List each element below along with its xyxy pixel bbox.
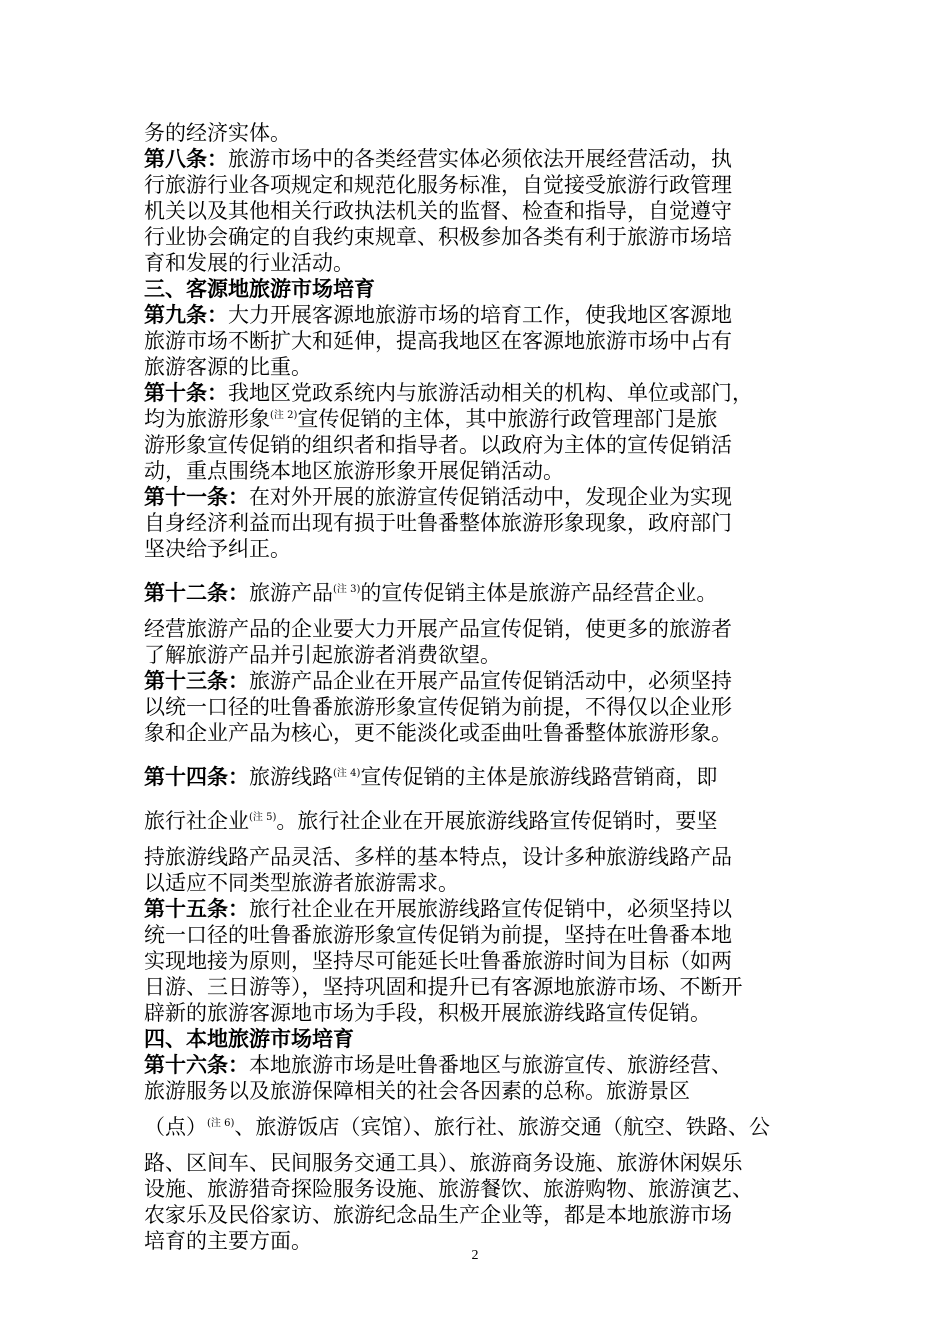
line-text: 行旅游行业各项规定和规范化服务标准，自觉接受旅游行政管理 — [144, 173, 732, 197]
article-label: 第十三条： — [144, 668, 249, 693]
footnote-marker: (注 3) — [333, 584, 361, 595]
line-text: （点） — [144, 1115, 207, 1139]
article-label: 第十五条： — [144, 896, 249, 921]
line-text: 育和发展的行业活动。 — [144, 251, 354, 275]
document-body — [144, 120, 812, 1254]
line-text: 旅游市场中的各类经营实体必须依法开展经营活动，执 — [228, 147, 732, 171]
text-line — [144, 432, 812, 458]
article-label: 第八条： — [144, 146, 228, 171]
line-text: 旅游线路 — [249, 765, 333, 789]
line-text: 旅游产品企业在开展产品宣传促销活动中，必须坚持 — [249, 669, 732, 693]
text-line — [144, 896, 812, 922]
line-text: 统一口径的吐鲁番旅游形象宣传促销为前提，坚持在吐鲁番本地 — [144, 923, 732, 947]
text-line — [144, 764, 812, 790]
text-line — [144, 328, 812, 354]
line-text: 自身经济利益而出现有损于吐鲁番整体旅游形象现象，政府部门 — [144, 511, 732, 535]
text-line — [144, 1078, 812, 1104]
text-line — [144, 250, 812, 276]
text-line — [144, 458, 812, 484]
line-text: 坚决给予纠正。 — [144, 537, 291, 561]
line-text: 旅游产品 — [249, 581, 333, 605]
line-text: 经营旅游产品的企业要大力开展产品宣传促销，使更多的旅游者 — [144, 617, 732, 641]
line-text: 培育的主要方面。 — [144, 1229, 312, 1253]
text-line — [144, 870, 812, 896]
line-text: 旅游客源的比重。 — [144, 355, 312, 379]
line-text: 路、区间车、民间服务交通工具）、旅游商务设施、旅游休闲娱乐 — [144, 1151, 743, 1175]
footnote-marker: (注 4) — [333, 768, 361, 779]
text-line — [144, 172, 812, 198]
text-line — [144, 642, 812, 668]
text-line — [144, 974, 812, 1000]
line-text: 实现地接为原则，坚持尽可能延长吐鲁番旅游时间为目标（如两 — [144, 949, 732, 973]
line-text-continued: 的宣传促销主体是旅游产品经营企业。 — [360, 581, 718, 605]
line-text: 设施、旅游猎奇探险服务设施、旅游餐饮、旅游购物、旅游演艺、 — [144, 1177, 753, 1201]
text-line — [144, 120, 812, 146]
line-text: 旅行社企业在开展旅游线路宣传促销中，必须坚持以 — [249, 897, 732, 921]
line-text: 务的经济实体。 — [144, 121, 291, 145]
line-text: 我地区党政系统内与旅游活动相关的机构、单位或部门， — [228, 381, 753, 405]
text-line — [144, 1176, 812, 1202]
line-text: 游形象宣传促销的组织者和指导者。以政府为主体的宣传促销活 — [144, 433, 732, 457]
line-text: 日游、三日游等），坚持巩固和提升已有客源地旅游市场、不断开 — [144, 975, 743, 999]
line-text: 在对外开展的旅游宣传促销活动中，发现企业为实现 — [249, 485, 732, 509]
text-line — [144, 536, 812, 562]
text-line — [144, 922, 812, 948]
line-text: 象和企业产品为核心，更不能淡化或歪曲吐鲁番整体旅游形象。 — [144, 721, 732, 745]
footnote-marker: (注 2) — [270, 410, 298, 421]
text-line — [144, 844, 812, 870]
text-line — [144, 1202, 812, 1228]
heading-text: 三、客源地旅游市场培育 — [144, 276, 375, 301]
text-line — [144, 380, 812, 406]
text-line — [144, 510, 812, 536]
line-text-continued: 、旅游饭店（宾馆）、旅行社、旅游交通（航空、铁路、公 — [234, 1115, 770, 1139]
article-label: 第十条： — [144, 380, 228, 405]
text-line — [144, 1000, 812, 1026]
text-line — [144, 720, 812, 746]
page-number: 2 — [471, 1248, 479, 1263]
text-line — [144, 580, 812, 606]
line-text: 大力开展客源地旅游市场的培育工作，使我地区客源地 — [228, 303, 732, 327]
line-text-continued: 。旅行社企业在开展旅游线路宣传促销时，要坚 — [276, 809, 718, 833]
line-text: 了解旅游产品并引起旅游者消费欲望。 — [144, 643, 501, 667]
heading-text: 四、本地旅游市场培育 — [144, 1026, 354, 1051]
text-line — [144, 948, 812, 974]
line-text: 农家乐及民俗家访、旅游纪念品生产企业等，都是本地旅游市场 — [144, 1203, 732, 1227]
text-line — [144, 354, 812, 380]
text-line — [144, 146, 812, 172]
text-line — [144, 224, 812, 250]
line-text: 持旅游线路产品灵活、多样的基本特点，设计多种旅游线路产品 — [144, 845, 732, 869]
line-text: 行业协会确定的自我约束规章、积极参加各类有利于旅游市场培 — [144, 225, 732, 249]
article-label: 第十一条： — [144, 484, 249, 509]
footnote-marker: (注 6) — [207, 1118, 235, 1129]
section-heading — [144, 276, 812, 302]
text-line — [144, 302, 812, 328]
line-text: 辟新的旅游客源地市场为手段，积极开展旅游线路宣传促销。 — [144, 1001, 711, 1025]
text-line — [144, 694, 812, 720]
line-text: 以统一口径的吐鲁番旅游形象宣传促销为前提，不得仅以企业形 — [144, 695, 732, 719]
text-line — [144, 198, 812, 224]
text-line — [144, 616, 812, 642]
text-line — [144, 1052, 812, 1078]
line-text: 本地旅游市场是吐鲁番地区与旅游宣传、旅游经营、 — [249, 1053, 732, 1077]
article-label: 第十二条： — [144, 580, 249, 605]
line-text: 旅游服务以及旅游保障相关的社会各因素的总称。旅游景区 — [144, 1079, 690, 1103]
line-text: 动，重点围绕本地区旅游形象开展促销活动。 — [144, 459, 564, 483]
footnote-marker: (注 5) — [249, 812, 277, 823]
line-text-continued: 宣传促销的主体，其中旅游行政管理部门是旅 — [297, 407, 718, 431]
section-heading — [144, 1026, 812, 1052]
line-text: 机关以及其他相关行政执法机关的监督、检查和指导，自觉遵守 — [144, 199, 732, 223]
line-text-continued: 宣传促销的主体是旅游线路营销商，即 — [360, 765, 718, 789]
line-text: 以适应不同类型旅游者旅游需求。 — [144, 871, 459, 895]
line-text: 旅行社企业 — [144, 809, 249, 833]
text-line — [144, 1150, 812, 1176]
text-line — [144, 484, 812, 510]
text-line — [144, 668, 812, 694]
line-text: 旅游市场不断扩大和延伸，提高我地区在客源地旅游市场中占有 — [144, 329, 732, 353]
article-label: 第十六条： — [144, 1052, 249, 1077]
article-label: 第九条： — [144, 302, 228, 327]
text-line — [144, 406, 812, 432]
text-line — [144, 808, 812, 834]
line-text: 均为旅游形象 — [144, 407, 270, 431]
text-line — [144, 1114, 812, 1140]
article-label: 第十四条： — [144, 764, 249, 789]
